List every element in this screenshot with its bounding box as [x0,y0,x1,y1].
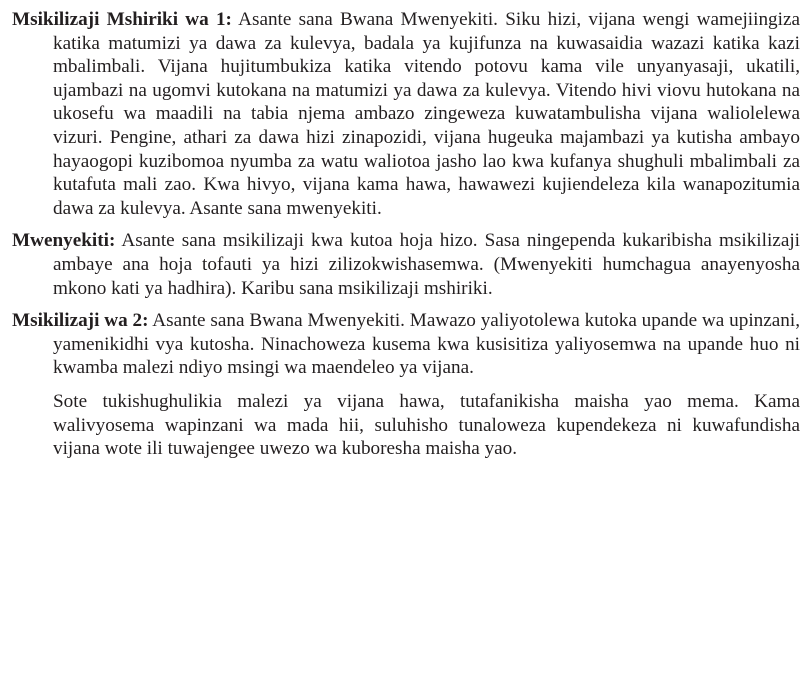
dialogue-entry-1 [12,8,800,220]
dialogue-text: Asante sana msikilizaji kwa kutoa hoja hizo. Sasa ningependa kukaribisha msikilizaji ambaye ana hoja tofauti ya hizi zilizokwishasemwa. (Mwenyekiti humchagua anayenyosha mkono kati ya hadhira). Karibu sana msikilizaji mshiriki. [53,230,800,299]
continuation-paragraph: Sote tukishughulikia malezi ya vijana hawa, tutafanikisha maisha yao mema. Kama walivyosema wapinzani wa mada hii, suluhisho tunaloweza kupendekeza ni kuwafundisha vijana wote ili tuwajengee uwezo wa kuboresha maisha yao. [53,390,800,460]
dialogue-entry-2 [12,229,800,300]
dialogue-text: Asante sana Bwana Mwenyekiti. Mawazo yaliyotolewa kutoka upande wa upinzani, yamenikidhi vya kutosha. Ninachoweza kusema kwa kusisitiza yaliyosemwa na upande huo ni kwamba malezi ndiyo msingi wa maendeleo ya vijana. [53,310,800,379]
speaker-label: Msikilizaji wa 2: [12,310,149,332]
dialogue-text: Asante sana Bwana Mwenyekiti. Siku hizi, vijana wengi wamejiingiza katika matumizi ya dawa za kulevya, badala ya kujifunza na kuwasaidia wazazi katika kazi mbalimbali. Vijana hujitumbukiza katika vitendo potovu kama vile unyanyasaji, ukatili, ujambazi na ugomvi kutokana na matumizi ya dawa za kulevya. Vitendo hivi viovu hutokana na ukosefu wa maadili na tabia njema ambazo zingeweza kuwatambulisha vijana waliolelewa vizuri. Pengine, athari za dawa hizi zinapozidi, vijana hugeuka majambazi ya kutisha ambayo hayaogopi kuzibomoa nyumba za watu waliotoa jasho lao kwa kufanya shughuli mbalimbali za kutafuta mali zao. Kwa hivyo, vijana kama hawa, hawawezi kujiendeleza kila wanapozitumia dawa za kulevya. Asante sana mwenyekiti. [53,9,800,219]
speaker-label: Mwenyekiti: [12,230,116,252]
dialogue-entry-3 [12,309,800,380]
speaker-label: Msikilizaji Mshiriki wa 1: [12,9,232,30]
